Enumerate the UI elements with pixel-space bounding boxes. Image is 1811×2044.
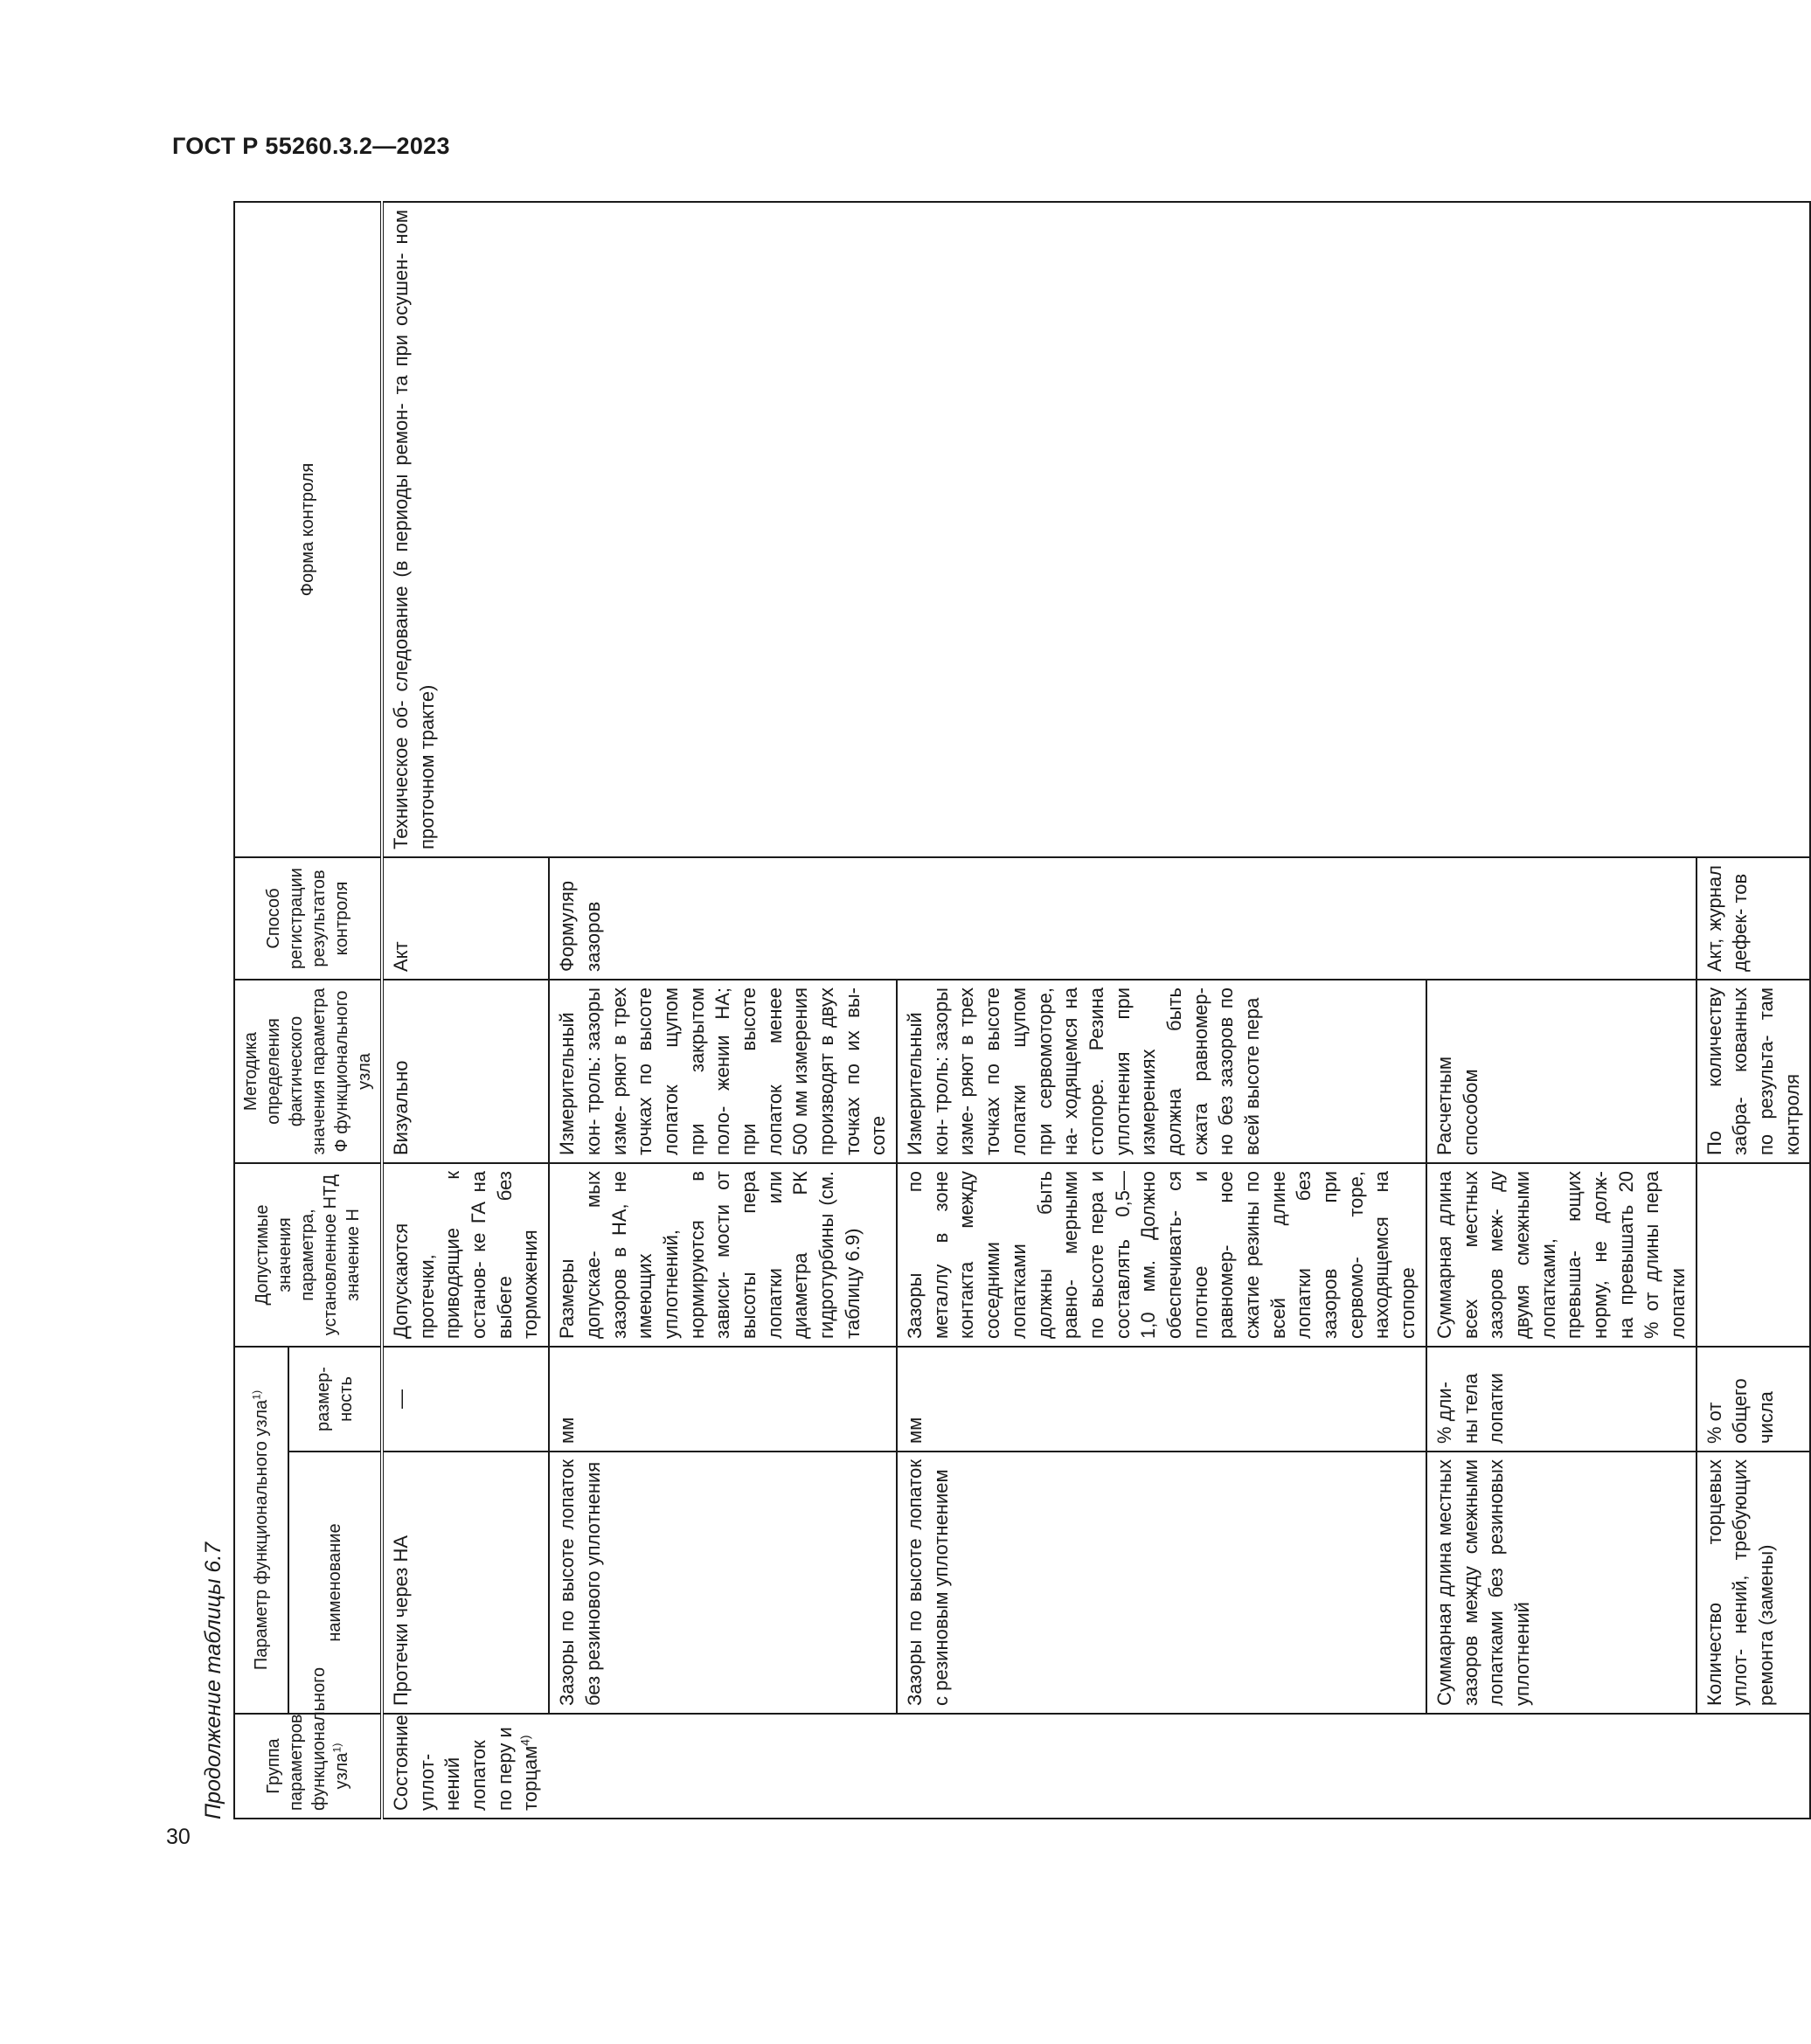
header-control: Форма контроля: [234, 202, 382, 857]
table-row: [382, 202, 549, 1819]
row-method: По количеству забра- кованных по результа- там контроля: [1697, 980, 1811, 1163]
header-group-footnote: 1): [330, 1743, 343, 1753]
group-text: Состояние уплот- нений лопаток по перу и торцам: [390, 1715, 542, 1811]
header-param: [234, 1347, 288, 1714]
parameters-table: [233, 201, 1811, 1819]
row-method: Расчетным способом: [1426, 980, 1697, 1163]
row-registration: Акт, журнал дефек- тов: [1697, 857, 1811, 980]
row-name: Зазоры по высоте лопаток без резинового уплотнения: [549, 1452, 897, 1714]
table-caption: Продолжение таблицы 6.7: [201, 1542, 226, 1819]
page-number: 30: [166, 1825, 191, 1849]
document-id: ГОСТ Р 55260.3.2—2023: [172, 133, 450, 159]
row-dimension: % от общего числа: [1697, 1347, 1811, 1452]
header-name: наименование: [288, 1452, 382, 1714]
header-registration: Способ регистрации результатов контроля: [234, 857, 382, 980]
header-method: Методика определения фактического значения параметра Ф функционального узла: [234, 980, 382, 1163]
row-dimension: мм: [549, 1347, 897, 1452]
control-cell: Техническое об- следование (в периоды ремон- та при осушен- ном проточном тракте): [382, 202, 1810, 857]
row-registration: Акт: [382, 857, 549, 980]
row-name: Зазоры по высоте лопаток с резиновым уплотнением: [897, 1452, 1426, 1714]
header-group: [234, 1666, 382, 1819]
row-method: Измерительный кон- троль: зазоры изме- ряют в трех точках по высоте лопаток щупом при закрытом поло- жении НА; при высоте лопаток менее 500 мм измерения производят в двух точках по их вы- соте: [549, 980, 897, 1163]
row-allowed: Суммарная длина всех местных зазоров меж- ду двумя смежными лопатками, превыша- ющих норму, не долж- на превышать 20 % от длины пера лопатки: [1426, 1163, 1697, 1347]
header-group-label: Группа параметров функционального узла: [264, 1666, 351, 1811]
row-registration: Формуляр зазоров: [549, 857, 1697, 980]
row-dimension: % дли- ны тела лопатки: [1426, 1347, 1697, 1452]
group-cell: [382, 1714, 1810, 1819]
row-name: Количество торцевых уплот- нений, требующих ремонта (замены): [1697, 1452, 1811, 1714]
header-param-label: Параметр функционального узла: [252, 1399, 272, 1671]
row-method: Измерительный кон- троль: зазоры изме- ряют в трех точках по высоте лопатки щупом при сервомоторе, на- ходящемся на стопоре. Резина уплотнения при измерениях должна быть сжата равномер- но без зазоров по всей высоте пера: [897, 980, 1426, 1163]
row-name: Суммарная длина местных зазоров между смежными лопатками без резиновых уплотнений: [1426, 1452, 1697, 1714]
rotated-table-block: [201, 203, 1803, 1819]
row-dimension: —: [382, 1347, 549, 1452]
row-allowed: Допускаются протечки, приводящие к останов- ке ГА на выбеге без торможения: [382, 1163, 549, 1347]
row-allowed: [1697, 1163, 1811, 1347]
header-param-footnote: 1): [250, 1389, 263, 1400]
header-dimension: размер- ность: [288, 1347, 382, 1452]
row-method: Визуально: [382, 980, 549, 1163]
row-dimension: мм: [897, 1347, 1426, 1452]
row-name: Протечки через НА: [382, 1452, 549, 1714]
row-allowed: Размеры допускае- мых зазоров в НА, не имеющих уплотнений, нормируются в зависи- мости от высоты пера лопатки или диаметра РК гидротурбины (см. таблицу 6.9): [549, 1163, 897, 1347]
header-allowed: Допустимые значения параметра, установленное НТД значение Н: [234, 1163, 382, 1347]
group-footnote: 4): [519, 1735, 533, 1746]
row-allowed: Зазоры по металлу в зоне контакта между соседними лопатками должны быть равно- мерными по высоте пера и составлять 0,5— 1,0 мм. Должно обеспечивать- ся плотное и равномер- ное сжатие резины по всей длине лопатки без зазоров при сервомо- торе, находящемся на стопоре: [897, 1163, 1426, 1347]
